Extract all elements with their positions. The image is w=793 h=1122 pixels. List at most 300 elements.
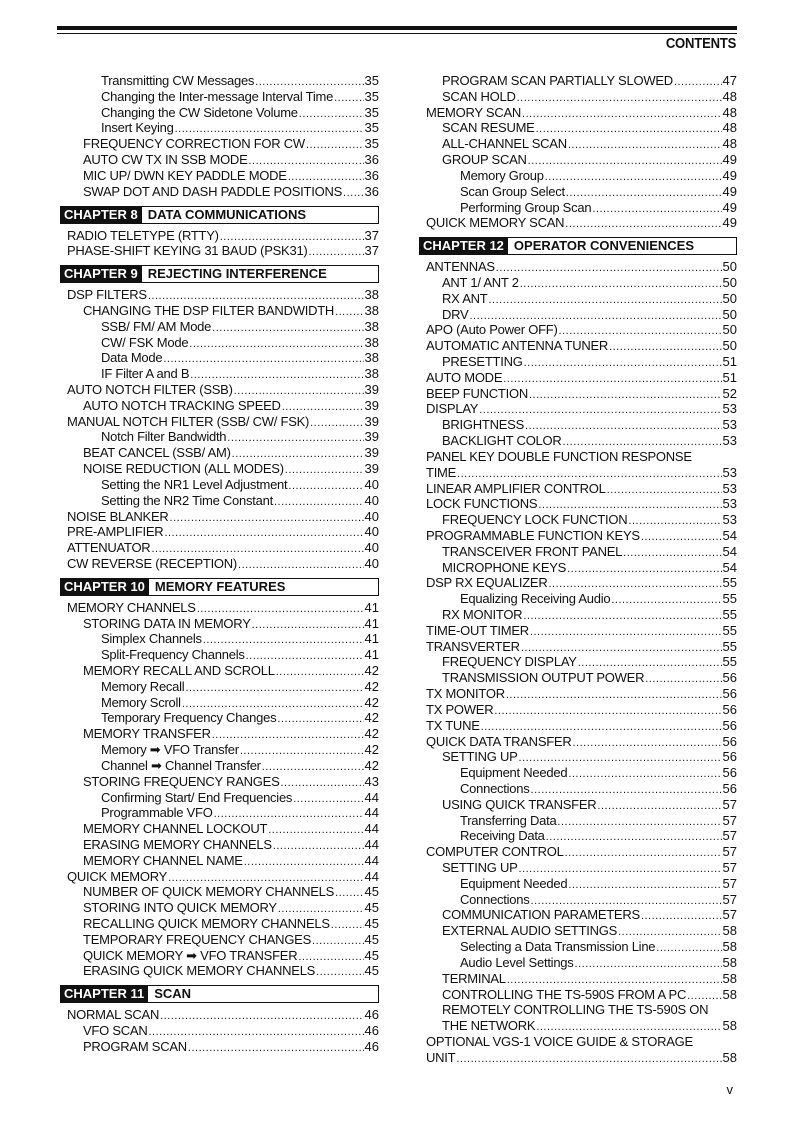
- toc-entry-page: 45: [364, 963, 379, 979]
- toc-entry-title: DISPLAY: [426, 401, 479, 417]
- toc-entry[interactable]: [60, 742, 379, 758]
- dot-leader: [607, 481, 722, 497]
- toc-entry[interactable]: [419, 844, 737, 860]
- toc-entry[interactable]: [419, 749, 737, 765]
- toc-entry[interactable]: [419, 607, 737, 623]
- toc-entry-page: 43: [364, 773, 379, 789]
- toc-entry-page: 39: [364, 397, 379, 413]
- dot-leader: [618, 923, 721, 939]
- toc-entry[interactable]: [60, 710, 379, 726]
- dot-leader: [563, 433, 722, 449]
- toc-entry[interactable]: [419, 876, 737, 892]
- toc-entry-title: SCAN RESUME: [442, 120, 535, 136]
- toc-entry[interactable]: [60, 335, 379, 351]
- toc-entry-title: QUICK MEMORY: [67, 868, 168, 884]
- toc-entry[interactable]: [419, 481, 737, 497]
- toc-entry-page: 56: [722, 686, 737, 702]
- dot-leader: [568, 765, 721, 781]
- page-title: CONTENTS: [665, 36, 736, 52]
- toc-entry[interactable]: [60, 631, 379, 647]
- toc-entry[interactable]: [60, 932, 379, 948]
- dot-leader: [521, 639, 722, 655]
- toc-entry[interactable]: [419, 623, 737, 639]
- toc-entry[interactable]: [419, 1002, 737, 1018]
- dot-leader: [506, 686, 722, 702]
- toc-entry-page: 57: [722, 844, 737, 860]
- toc-entry-title: FREQUENCY CORRECTION FOR CW: [83, 136, 305, 152]
- toc-entry[interactable]: [419, 496, 737, 512]
- toc-entry[interactable]: [60, 837, 379, 853]
- toc-entry[interactable]: [419, 781, 737, 797]
- toc-entry[interactable]: [419, 718, 737, 734]
- dot-leader: [548, 575, 721, 591]
- dot-leader: [674, 73, 722, 89]
- toc-entry[interactable]: [60, 821, 379, 837]
- dot-leader: [278, 900, 364, 916]
- toc-entry[interactable]: [419, 215, 737, 231]
- chapter-heading[interactable]: [60, 985, 379, 1003]
- toc-entry-page: 39: [364, 429, 379, 445]
- toc-entry-page: 35: [364, 88, 379, 104]
- toc-entry-title: Scan Group Select: [460, 183, 565, 199]
- toc-entry-title: ALL-CHANNEL SCAN: [442, 136, 567, 152]
- dot-leader: [298, 948, 363, 964]
- toc-entry[interactable]: [419, 512, 737, 528]
- dot-leader: [312, 932, 364, 948]
- toc-entry[interactable]: [60, 89, 379, 105]
- toc-entry[interactable]: [60, 805, 379, 821]
- toc-entry[interactable]: [60, 647, 379, 663]
- toc-entry[interactable]: [419, 797, 737, 813]
- toc-entry[interactable]: [419, 907, 737, 923]
- dot-leader: [529, 386, 722, 402]
- dot-leader: [519, 749, 722, 765]
- toc-entry[interactable]: [60, 726, 379, 742]
- toc-entry[interactable]: [60, 319, 379, 335]
- toc-entry[interactable]: [60, 414, 379, 430]
- toc-entry[interactable]: [60, 900, 379, 916]
- toc-entry-title: FREQUENCY DISPLAY: [442, 654, 577, 670]
- toc-entry-page: 36: [364, 183, 379, 199]
- toc-entry[interactable]: [60, 445, 379, 461]
- toc-entry[interactable]: [419, 386, 737, 402]
- toc-entry[interactable]: [419, 291, 737, 307]
- toc-entry-page: 52: [722, 385, 737, 401]
- toc-entry[interactable]: [419, 1050, 737, 1066]
- toc-entry-title: SSB/ FM/ AM Mode: [101, 318, 212, 334]
- dot-leader: [277, 710, 363, 726]
- toc-entry-page: 53: [722, 433, 737, 449]
- dot-leader: [538, 496, 721, 512]
- toc-entry-title: RECALLING QUICK MEMORY CHANNELS: [83, 916, 330, 931]
- toc-entry[interactable]: [419, 544, 737, 560]
- toc-entry[interactable]: [60, 679, 379, 695]
- toc-entry-title: TX TUNE: [426, 717, 480, 733]
- toc-entry[interactable]: [419, 354, 737, 370]
- toc-entry[interactable]: [60, 1023, 379, 1039]
- toc-entry[interactable]: [419, 987, 737, 1003]
- toc-entry[interactable]: [419, 322, 737, 338]
- chapter-number: CHAPTER 10: [61, 579, 149, 595]
- page-number: v: [726, 1082, 733, 1097]
- toc-entry[interactable]: [60, 105, 379, 121]
- toc-entry-title: MEMORY SCAN: [426, 104, 522, 120]
- toc-entry[interactable]: [419, 575, 737, 591]
- toc-entry-page: 39: [364, 413, 379, 429]
- toc-entry[interactable]: [419, 686, 737, 702]
- dot-leader: [628, 512, 721, 528]
- toc-entry[interactable]: [60, 287, 379, 303]
- toc-entry-title: PROGRAM SCAN: [83, 1038, 187, 1054]
- toc-entry[interactable]: [60, 350, 379, 366]
- toc-entry-title: Changing the CW Sidetone Volume: [101, 104, 298, 120]
- toc-entry-page: 57: [722, 860, 737, 875]
- toc-entry-title: COMMUNICATION PARAMETERS: [442, 907, 640, 923]
- toc-entry[interactable]: [60, 695, 379, 711]
- toc-entry[interactable]: [60, 168, 379, 184]
- toc-entry[interactable]: [419, 136, 737, 152]
- toc-entry-page: 54: [722, 543, 737, 559]
- dot-leader: [573, 734, 722, 750]
- dot-leader: [310, 414, 363, 430]
- chapter-title: SCAN: [154, 986, 192, 1002]
- toc-entry-title: Temporary Frequency Changes: [101, 710, 277, 726]
- toc-entry-page: 53: [722, 401, 737, 417]
- toc-entry[interactable]: [60, 853, 379, 869]
- dot-leader: [148, 1023, 363, 1039]
- toc-entry-title: BRIGHTNESS: [442, 417, 525, 433]
- dot-leader: [214, 805, 364, 821]
- toc-entry-page: 54: [722, 527, 737, 543]
- toc-entry[interactable]: [419, 338, 737, 354]
- dot-leader: [623, 544, 721, 560]
- toc-entry[interactable]: [419, 73, 737, 89]
- toc-entry[interactable]: [60, 524, 379, 540]
- toc-entry[interactable]: [60, 663, 379, 679]
- toc-entry-page: 58: [722, 1018, 737, 1034]
- toc-entry-page: 42: [364, 710, 379, 726]
- toc-entry-page: 45: [364, 900, 379, 916]
- toc-entry[interactable]: [419, 923, 737, 939]
- toc-entry[interactable]: [419, 654, 737, 670]
- toc-entry[interactable]: [60, 493, 379, 509]
- dot-leader: [285, 461, 364, 477]
- toc-entry[interactable]: [419, 1018, 737, 1034]
- toc-entry[interactable]: [60, 303, 379, 319]
- toc-entry-title: NOISE REDUCTION (ALL MODES): [83, 461, 284, 477]
- toc-entry[interactable]: [60, 600, 379, 616]
- toc-entry[interactable]: [60, 477, 379, 493]
- toc-entry-page: 55: [722, 575, 737, 591]
- toc-entry-page: 56: [722, 780, 737, 796]
- toc-entry-title: MEMORY RECALL AND SCROLL: [83, 663, 275, 678]
- toc-entry-title: AUTO CW TX IN SSB MODE: [83, 152, 248, 168]
- toc-entry-title: Equipment Needed: [460, 875, 568, 891]
- toc-entry-title: Memory Group: [460, 167, 544, 183]
- toc-entry-page: 35: [364, 136, 379, 152]
- dot-leader: [281, 774, 364, 790]
- toc-entry[interactable]: [419, 465, 737, 481]
- toc-entry[interactable]: [60, 120, 379, 136]
- toc-entry[interactable]: [419, 370, 737, 386]
- toc-entry-title: QUICK MEMORY ➡ VFO TRANSFER: [83, 947, 298, 963]
- toc-entry-page: 40: [364, 540, 379, 556]
- dot-leader: [567, 560, 721, 576]
- dot-leader: [335, 884, 363, 900]
- toc-entry-page: 56: [722, 717, 737, 733]
- dot-leader: [331, 916, 364, 932]
- toc-entry-title: TRANSVERTER: [426, 638, 520, 654]
- toc-entry-page: 38: [364, 334, 379, 350]
- toc-entry[interactable]: [60, 152, 379, 168]
- chapter-title: MEMORY FEATURES: [154, 578, 286, 594]
- toc-entry[interactable]: [60, 884, 379, 900]
- toc-entry-title: IF Filter A and B: [101, 366, 190, 382]
- toc-entry[interactable]: [419, 828, 737, 844]
- toc-entry[interactable]: [419, 765, 737, 781]
- dot-leader: [522, 105, 722, 121]
- dot-leader: [309, 243, 364, 259]
- toc-entry[interactable]: [419, 670, 737, 686]
- toc-entry[interactable]: [419, 259, 737, 275]
- dot-leader: [481, 718, 722, 734]
- toc-entry[interactable]: [419, 939, 737, 955]
- toc-entry[interactable]: [60, 540, 379, 556]
- toc-entry-title: REMOTELY CONTROLLING THE TS-590S ON: [442, 1002, 709, 1018]
- toc-entry-title: PHASE-SHIFT KEYING 31 BAUD (PSK31): [67, 243, 308, 259]
- toc-entry-page: 38: [364, 350, 379, 366]
- toc-entry-title: PROGRAM SCAN PARTIALLY SLOWED: [442, 73, 673, 88]
- chapter-number: CHAPTER 8: [61, 207, 142, 223]
- toc-entry[interactable]: [60, 758, 379, 774]
- toc-entry-page: 41: [364, 631, 379, 647]
- dot-leader: [203, 631, 364, 647]
- toc-entry-page: 40: [364, 492, 379, 508]
- dot-leader: [536, 120, 722, 136]
- toc-entry-page: 39: [364, 461, 379, 477]
- toc-entry[interactable]: [60, 228, 379, 244]
- toc-entry[interactable]: [419, 560, 737, 576]
- toc-entry-page: 57: [722, 796, 737, 812]
- dot-leader: [163, 350, 363, 366]
- toc-entry[interactable]: [60, 243, 379, 259]
- toc-entry-title: THE NETWORK: [442, 1018, 536, 1034]
- toc-entry[interactable]: [60, 774, 379, 790]
- toc-entry[interactable]: [419, 971, 737, 987]
- toc-entry-title: Transmitting CW Messages: [101, 73, 255, 88]
- toc-entry[interactable]: [60, 366, 379, 382]
- toc-entry-title: QUICK MEMORY SCAN: [426, 215, 565, 231]
- toc-entry[interactable]: [60, 382, 379, 398]
- dot-leader: [276, 663, 364, 679]
- chapter-heading[interactable]: [60, 578, 379, 596]
- toc-entry-title: USING QUICK TRANSFER: [442, 796, 597, 812]
- dot-leader: [517, 89, 722, 105]
- dot-leader: [252, 616, 364, 632]
- toc-entry-page: 56: [722, 765, 737, 781]
- toc-entry-page: 35: [364, 73, 379, 88]
- toc-entry-title: ERASING MEMORY CHANNELS: [83, 836, 272, 852]
- toc-entry[interactable]: [419, 152, 737, 168]
- toc-entry[interactable]: [419, 168, 737, 184]
- dot-leader: [343, 184, 364, 200]
- toc-entry-title: EXTERNAL AUDIO SETTINGS: [442, 923, 618, 939]
- toc-entry-page: 40: [364, 476, 379, 492]
- dot-leader: [234, 382, 364, 398]
- dot-leader: [212, 319, 363, 335]
- dot-leader: [479, 401, 721, 417]
- toc-entry-page: 37: [364, 227, 379, 243]
- toc-entry[interactable]: [419, 433, 737, 449]
- toc-entry-page: 50: [722, 338, 737, 354]
- toc-entry-title: TX POWER: [426, 701, 494, 717]
- toc-entry-title: AUTOMATIC ANTENNA TUNER: [426, 338, 609, 354]
- toc-entry-title: ATTENUATOR: [67, 540, 151, 556]
- dot-leader: [687, 987, 721, 1003]
- toc-entry-title: SETTING UP: [442, 749, 518, 765]
- toc-entry[interactable]: [419, 105, 737, 121]
- toc-entry-title: TERMINAL: [442, 970, 506, 986]
- dot-leader: [568, 136, 722, 152]
- toc-entry[interactable]: [60, 429, 379, 445]
- toc-entry-page: 38: [364, 302, 379, 318]
- toc-entry[interactable]: [419, 417, 737, 433]
- chapter-number: CHAPTER 11: [61, 986, 148, 1002]
- toc-entry[interactable]: [419, 591, 737, 607]
- toc-entry-page: 55: [722, 622, 737, 638]
- dot-leader: [545, 168, 722, 184]
- toc-entry[interactable]: [60, 963, 379, 979]
- toc-entry[interactable]: [60, 790, 379, 806]
- toc-entry[interactable]: [60, 869, 379, 885]
- toc-entry[interactable]: [419, 120, 737, 136]
- toc-entry[interactable]: [419, 1034, 737, 1050]
- dot-leader: [244, 853, 364, 869]
- toc-entry-title: MEMORY CHANNEL NAME: [83, 852, 243, 868]
- toc-entry-page: 40: [364, 524, 379, 540]
- toc-entry-page: 49: [722, 183, 737, 199]
- toc-entry-page: 58: [722, 986, 737, 1002]
- dot-leader: [273, 837, 364, 853]
- dot-leader: [565, 215, 721, 231]
- chapter-heading[interactable]: [419, 237, 737, 255]
- toc-entry-title: ANTENNAS: [426, 259, 495, 275]
- toc-entry[interactable]: [419, 275, 737, 291]
- chapter-number: CHAPTER 9: [61, 266, 142, 282]
- toc-entry-title: AUTO MODE: [426, 369, 503, 385]
- toc-entry[interactable]: [419, 702, 737, 718]
- chapter-heading[interactable]: [60, 206, 379, 224]
- toc-entry-page: 55: [722, 654, 737, 670]
- toc-entry-page: 47: [722, 73, 737, 88]
- toc-entry[interactable]: [60, 556, 379, 572]
- dot-leader: [160, 1007, 363, 1023]
- dot-leader: [232, 445, 364, 461]
- toc-entry-page: 38: [364, 318, 379, 334]
- toc-entry-page: 44: [364, 868, 379, 884]
- toc-entry-title: Performing Group Scan: [460, 199, 592, 215]
- toc-entry-title: OPTIONAL VGS-1 VOICE GUIDE & STORAGE: [426, 1033, 693, 1049]
- toc-entry-page: 44: [364, 821, 379, 837]
- toc-entry[interactable]: [419, 184, 737, 200]
- toc-entry-title: SETTING UP: [442, 860, 518, 875]
- toc-entry-page: 36: [364, 152, 379, 168]
- toc-entry-page: 57: [722, 812, 737, 828]
- toc-entry[interactable]: [60, 616, 379, 632]
- toc-entry-page: 35: [364, 104, 379, 120]
- dot-leader: [503, 370, 721, 386]
- dot-leader: [530, 623, 722, 639]
- toc-entry[interactable]: [419, 528, 737, 544]
- dot-leader: [299, 105, 364, 121]
- toc-entry-title: FREQUENCY LOCK FUNCTION: [442, 512, 628, 528]
- toc-entry-title: Data Mode: [101, 350, 163, 366]
- toc-entry[interactable]: [419, 860, 737, 876]
- toc-entry[interactable]: [419, 813, 737, 829]
- dot-leader: [238, 556, 364, 572]
- toc-entry[interactable]: [60, 398, 379, 414]
- toc-entry-page: 42: [364, 663, 379, 678]
- chapter-title: OPERATOR CONVENIENCES: [513, 238, 695, 254]
- toc-entry[interactable]: [419, 200, 737, 216]
- toc-entry-page: 48: [722, 120, 737, 136]
- dot-leader: [575, 955, 722, 971]
- toc-entry[interactable]: [419, 307, 737, 323]
- chapter-number: CHAPTER 12: [420, 238, 508, 254]
- toc-entry-page: 57: [722, 891, 737, 907]
- toc-entry[interactable]: [60, 509, 379, 525]
- toc-entry[interactable]: [419, 89, 737, 105]
- toc-entry-title: MICROPHONE KEYS: [442, 559, 567, 575]
- toc-entry-page: 36: [364, 167, 379, 183]
- toc-entry-page: 57: [722, 875, 737, 891]
- toc-entry-page: 40: [364, 555, 379, 571]
- toc-entry[interactable]: [60, 461, 379, 477]
- toc-entry-title: COMPUTER CONTROL: [426, 844, 564, 860]
- toc-entry[interactable]: [419, 449, 737, 465]
- toc-entry[interactable]: [419, 639, 737, 655]
- toc-entry-title: Memory ➡ VFO Transfer: [101, 742, 239, 758]
- toc-entry-title: PROGRAMMABLE FUNCTION KEYS: [426, 527, 640, 543]
- toc-entry-title: Setting the NR1 Level Adjustment: [101, 476, 288, 492]
- toc-entry-page: 57: [722, 828, 737, 844]
- toc-entry-page: 48: [722, 88, 737, 104]
- toc-entry[interactable]: [60, 184, 379, 200]
- dot-leader: [456, 1050, 721, 1066]
- dot-leader: [525, 417, 722, 433]
- toc-entry-page: 49: [722, 215, 737, 231]
- dot-leader: [656, 939, 721, 955]
- toc-entry[interactable]: [60, 948, 379, 964]
- toc-entry[interactable]: [419, 955, 737, 971]
- toc-entry[interactable]: [419, 892, 737, 908]
- toc-entry[interactable]: [60, 1007, 379, 1023]
- toc-entry[interactable]: [60, 1039, 379, 1055]
- dot-leader: [592, 200, 721, 216]
- toc-entry[interactable]: [419, 734, 737, 750]
- toc-entry[interactable]: [60, 916, 379, 932]
- toc-entry-page: 41: [364, 599, 379, 615]
- toc-entry[interactable]: [419, 401, 737, 417]
- toc-entry-page: 35: [364, 120, 379, 136]
- toc-entry-title: Equipment Needed: [460, 765, 568, 781]
- toc-entry[interactable]: [60, 73, 379, 89]
- toc-entry-page: 53: [722, 496, 737, 512]
- toc-entry-title: Setting the NR2 Time Constant: [101, 492, 273, 508]
- dot-leader: [565, 844, 722, 860]
- chapter-heading[interactable]: [60, 265, 379, 283]
- toc-entry[interactable]: [60, 136, 379, 152]
